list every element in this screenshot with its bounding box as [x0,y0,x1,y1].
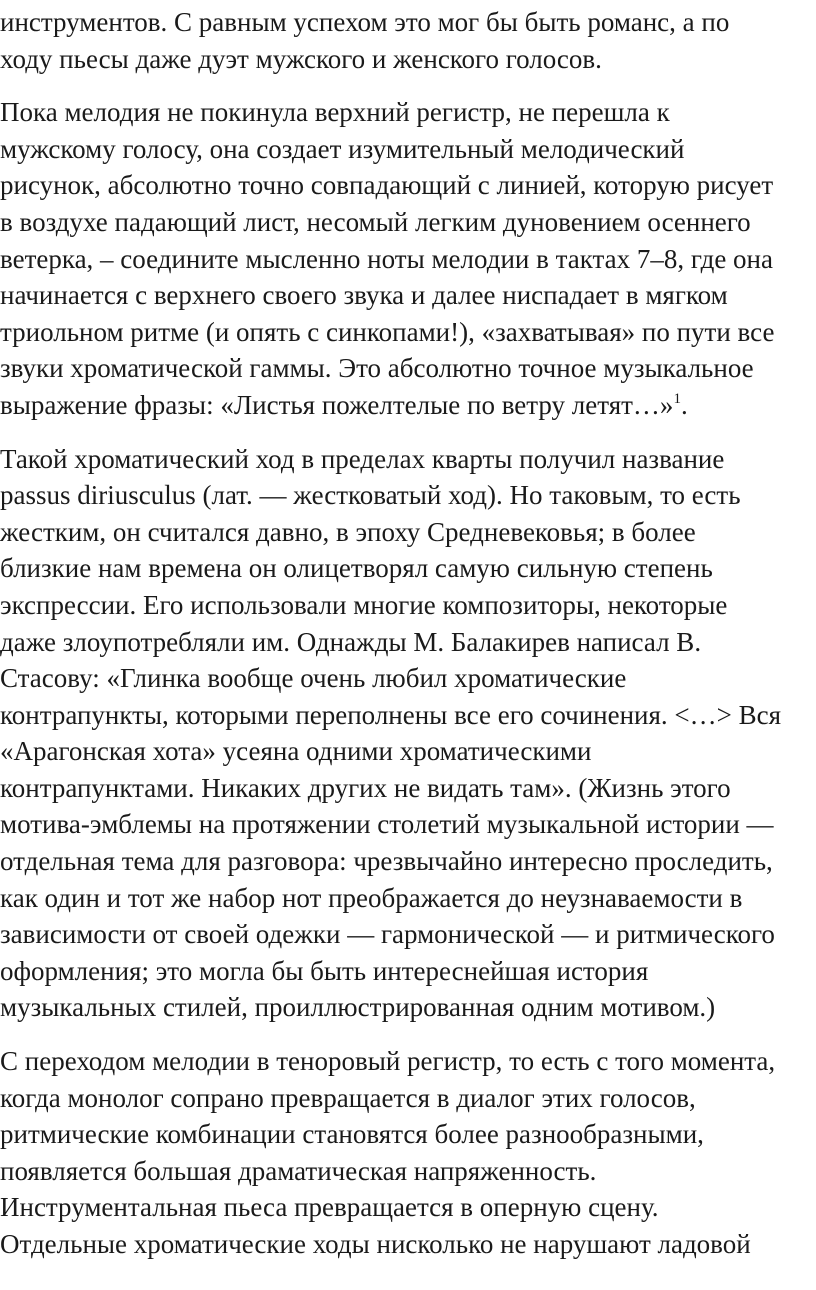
paragraph-2 [0,94,806,423]
text-line: жестким, он считался давно, в эпоху Средневековья; в более [0,516,696,547]
text-line: отдельная тема для разговора: чрезвычайно интересно проследить, [0,846,773,877]
sentence-end: . [680,389,688,420]
text-line: Инструментальная пьеса превращается в оперную сцену. [0,1192,659,1223]
text-line: С переходом мелодии в теноровый регистр, то есть с того момента, [0,1046,776,1077]
text-line: «Арагонская хота» усеяна одними хроматическими [0,736,592,767]
text-line: Пока мелодия не покинула верхний регистр, не перешла к [0,97,670,128]
footnote-marker[interactable]: 1 [673,390,681,407]
text-line: контрапунктами. Никаких других не видать там». (Жизнь этого [0,772,731,803]
text-line: Такой хроматический ход в пределах кварты получил название [0,443,725,474]
text-line: близкие нам времена он олицетворял самую сильную степень [0,553,713,584]
text-line: появляется большая драматическая напряженность. [0,1155,597,1186]
text-line: даже злоупотребляли им. Однажды М. Балакирев написал В. [0,626,702,657]
quote-text: выражение фразы: «Листья пожелтелые по ветру летят…» [0,389,674,420]
text-line: passus diriusculus (лат. — жестковатый ход). Но таковым, то есть [0,480,741,511]
text-line: звуки хроматической гаммы. Это абсолютно точное музыкальное [0,353,754,384]
text-line: контрапункты, которыми переполнены все его сочинения. <…> Вся [0,699,782,730]
paragraph-4 [0,1043,806,1263]
text-line: когда монолог сопрано превращается в диалог этих голосов, [0,1082,696,1113]
text-line: инструментов. С равным успехом это мог бы быть романс, а по [0,7,730,37]
text-line: оформления; это могла бы быть интереснейшая история [0,955,649,986]
text-line: ритмические комбинации становятся более разнообразными, [0,1119,704,1150]
text-line: экспрессии. Его использовали многие композиторы, некоторые [0,589,728,620]
text-line: в воздухе падающий лист, несомый легким дуновением осеннего [0,206,751,237]
text-line: музыкальных стилей, проиллюстрированная одним мотивом.) [0,992,716,1023]
text-line: триольном ритме (и опять с синкопами!), «захватывая» по пути все [0,316,775,347]
text-line: ходу пьесы даже дуэт мужского и женского голосов. [0,43,602,74]
text-line: мотива-эмблемы на протяжении столетий музыкальной истории — [0,809,774,840]
paragraph-1 [0,4,806,77]
text-line: зависимости от своей одежки — гармонической — и ритмического [0,919,775,950]
text-line: рисунок, абсолютно точно совпадающий с линией, которую рисует [0,170,774,201]
text-line: мужскому голосу, она создает изумительный мелодический [0,133,685,164]
text-line: Стасову: «Глинка вообще очень любил хроматические [0,663,627,694]
text-line-with-footnote [0,387,806,424]
text-line: Отдельные хроматические ходы нисколько не нарушают ладовой [0,1229,751,1259]
text-line: начинается с верхнего своего звука и далее ниспадает в мягком [0,280,728,311]
text-line: ветерка, – соедините мысленно ноты мелодии в тактах 7–8, где она [0,243,773,274]
text-line: как один и тот же набор нот преображается до неузнаваемости в [0,882,743,913]
paragraph-3 [0,441,806,1027]
